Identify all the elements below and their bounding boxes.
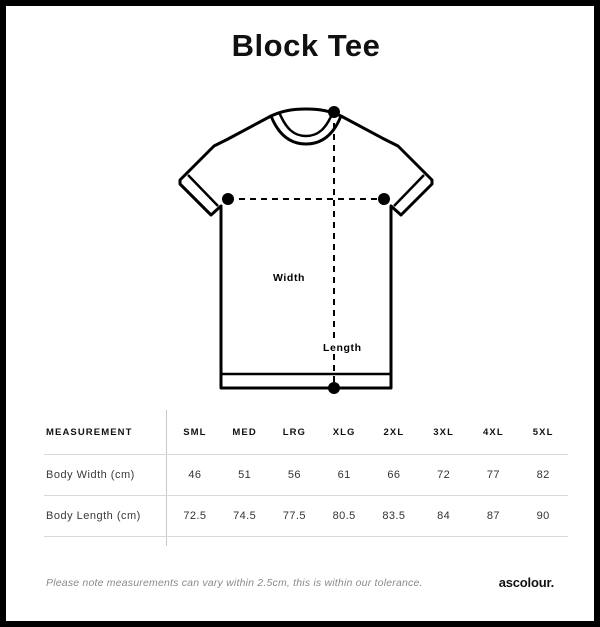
table-header-sml: SML (183, 426, 207, 438)
table-row (44, 495, 568, 536)
table-header-4xl: 4XL (483, 426, 504, 438)
body-width-xlg: 61 (337, 468, 351, 481)
body-length-4xl: 87 (486, 509, 500, 522)
table-header-3xl: 3XL (433, 426, 454, 438)
body-width-lrg: 56 (287, 468, 301, 481)
table-divider-3 (44, 536, 568, 537)
body-length-med: 74.5 (233, 509, 257, 522)
body-length-3xl: 84 (437, 509, 451, 522)
length-top-dot (328, 106, 340, 118)
body-length-lrg: 77.5 (282, 509, 306, 522)
body-length-5xl: 90 (536, 509, 550, 522)
page-title: Block Tee (231, 28, 381, 63)
body-length-xlg: 80.5 (332, 509, 356, 522)
table-row (44, 454, 568, 495)
table-vertical-divider (166, 410, 167, 546)
body-length-2xl: 83.5 (382, 509, 406, 522)
body-width-3xl: 72 (437, 468, 451, 481)
row-label-body-width: Body Width (cm) (46, 468, 135, 481)
body-width-4xl: 77 (486, 468, 500, 481)
body-width-5xl: 82 (536, 468, 550, 481)
tolerance-note: Please note measurements can vary within 2.5cm, this is within our tolerance. (46, 577, 423, 589)
tshirt-diagram (6, 84, 600, 404)
body-length-sml: 72.5 (183, 509, 207, 522)
body-width-2xl: 66 (387, 468, 401, 481)
table-divider-1 (44, 454, 568, 455)
measurements-table-area (6, 410, 600, 536)
width-left-dot (222, 193, 234, 205)
length-label: Length (319, 342, 366, 354)
table-header-2xl: 2XL (383, 426, 405, 438)
table-header-xlg: XLG (332, 426, 356, 438)
row-label-body-length: Body Length (cm) (46, 509, 141, 522)
table-header-lrg: LRG (282, 426, 307, 438)
width-right-dot (378, 193, 390, 205)
table-header-5xl: 5XL (532, 426, 554, 438)
length-bottom-dot (328, 382, 340, 394)
width-label: Width (269, 272, 309, 284)
body-width-med: 51 (238, 468, 252, 481)
table-divider-2 (44, 495, 568, 496)
measurements-table (44, 410, 568, 536)
body-width-sml: 46 (188, 468, 202, 481)
table-header-measurement: MEASUREMENT (46, 426, 133, 438)
brand-logo: ascolour. (498, 575, 554, 590)
table-header-med: MED (232, 426, 257, 438)
tshirt-icon (96, 84, 516, 404)
table-header-row (44, 410, 568, 454)
